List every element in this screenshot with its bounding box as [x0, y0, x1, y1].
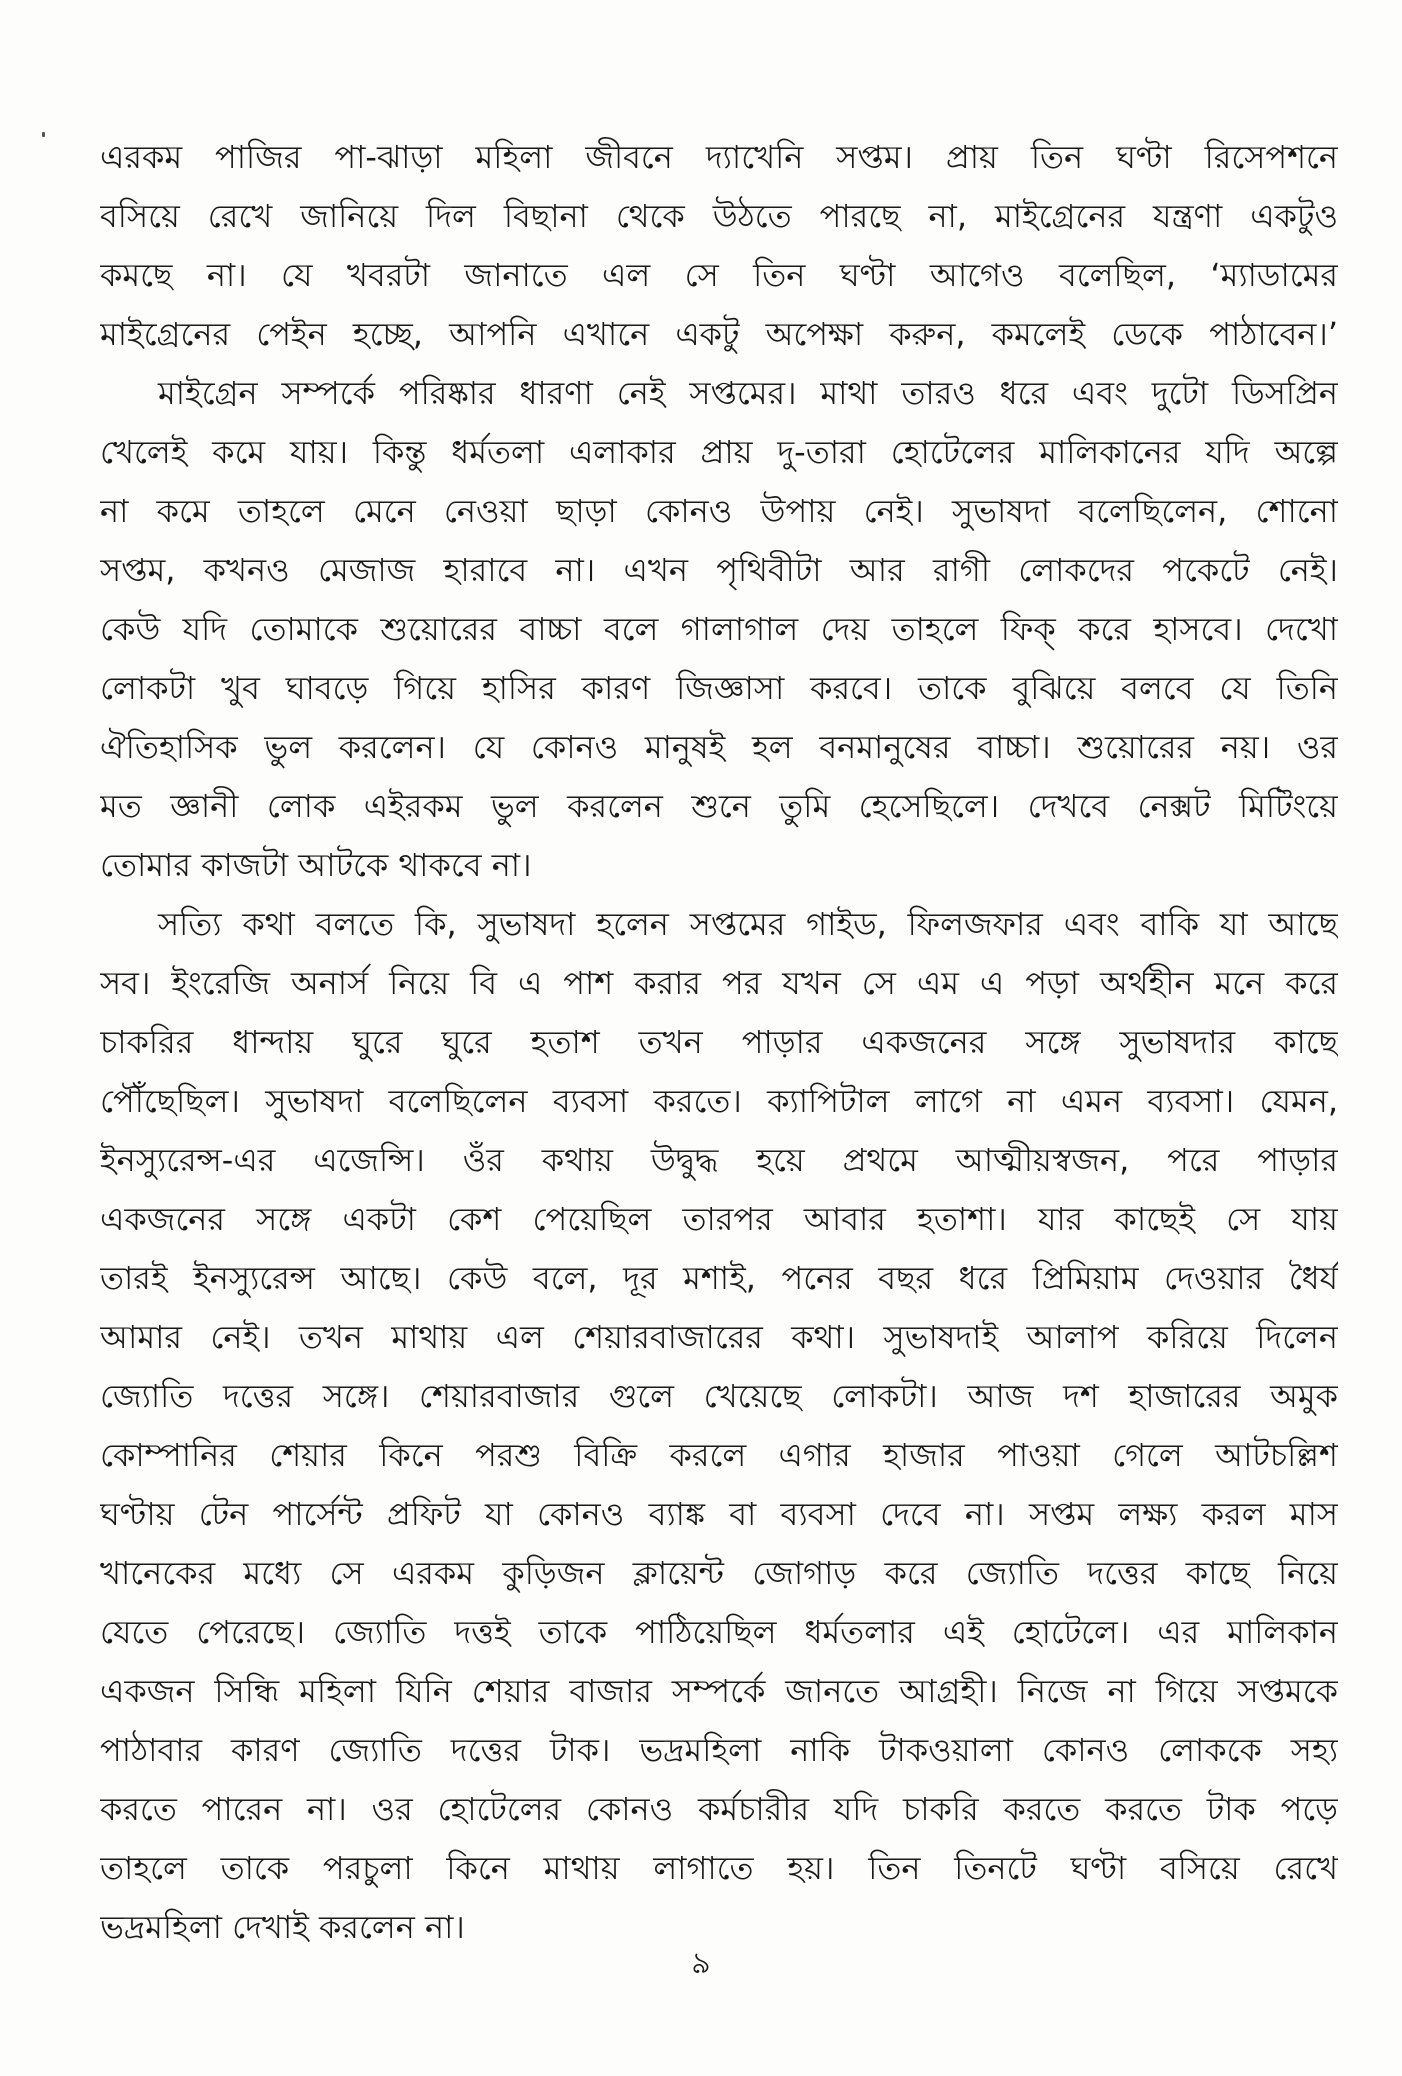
- text-line: এরকম পাজির পা-ঝাড়া মহিলা জীবনে দ্যাখেনি সপ্তম। প্রায় তিন ঘণ্টা রিসেপশনে: [100, 138, 1338, 176]
- page-number: ৯: [691, 1946, 711, 1981]
- text-line: ঘণ্টায় টেন পার্সেন্ট প্রফিট যা কোনও ব্যাঙ্ক বা ব্যবসা দেবে না। সপ্তম লক্ষ্য করল মাস: [100, 1495, 1338, 1533]
- text-line: কোম্পানির শেয়ার কিনে পরশু বিক্রি করলে এগার হাজার পাওয়া গেলে আটচল্লিশ: [100, 1436, 1338, 1474]
- paragraph-3: [100, 895, 1338, 1957]
- text-line: মত জ্ঞানী লোক এইরকম ভুল করলেন শুনে তুমি হেসেছিলে। দেখবে নেক্সট মিটিংয়ে: [100, 787, 1338, 825]
- text-line: কমছে না। যে খবরটা জানাতে এল সে তিন ঘণ্টা আগেও বলেছিল, ‘ম্যাডামের: [100, 256, 1338, 294]
- text-line: ঐতিহাসিক ভুল করলেন। যে কোনও মানুষই হল বনমানুষের বাচ্চা। শুয়োরের নয়। ওর: [100, 728, 1338, 766]
- text-line: খানেকের মধ্যে সে এরকম কুড়িজন ক্লায়েন্ট জোগাড় করে জ্যোতি দত্তের কাছে নিয়ে: [100, 1554, 1338, 1592]
- text-line: যেতে পেরেছে। জ্যোতি দত্তই তাকে পাঠিয়েছিল ধর্মতলার এই হোটেলে। এর মালিকান: [100, 1613, 1338, 1651]
- paragraph-2: [100, 364, 1338, 895]
- text-line: খেলেই কমে যায়। কিন্তু ধর্মতলা এলাকার প্রায় দু-তারা হোটেলের মালিকানের যদি অল্পে: [100, 433, 1338, 471]
- text-line: সপ্তম, কখনও মেজাজ হারাবে না। এখন পৃথিবীটা আর রাগী লোকদের পকেটে নেই।: [100, 551, 1338, 589]
- paper-speck: [42, 132, 45, 137]
- text-line: ভদ্রমহিলা দেখাই করলেন না।: [100, 1908, 465, 1946]
- text-line: মাইগ্রেন সম্পর্কে পরিষ্কার ধারণা নেই সপ্তমের। মাথা তারও ধরে এবং দুটো ডিসপ্রিন: [158, 374, 1338, 412]
- paragraph-1: [100, 128, 1338, 364]
- text-line: ইনস্যুরেন্স-এর এজেন্সি। ওঁর কথায় উদ্বুদ্ধ হয়ে প্রথমে আত্মীয়স্বজন, পরে পাড়ার: [100, 1141, 1338, 1179]
- text-line: আমার নেই। তখন মাথায় এল শেয়ারবাজারের কথা। সুভাষদাই আলাপ করিয়ে দিলেন: [100, 1318, 1338, 1356]
- text-line: সব। ইংরেজি অনার্স নিয়ে বি এ পাশ করার পর যখন সে এম এ পড়া অর্থহীন মনে করে: [100, 964, 1338, 1002]
- text-line: মাইগ্রেনের পেইন হচ্ছে, আপনি এখানে একটু অপেক্ষা করুন, কমলেই ডেকে পাঠাবেন।’: [100, 315, 1338, 353]
- text-line: বসিয়ে রেখে জানিয়ে দিল বিছানা থেকে উঠতে পারছে না, মাইগ্রেনের যন্ত্রণা একটুও: [100, 197, 1338, 235]
- text-line: লোকটা খুব ঘাবড়ে গিয়ে হাসির কারণ জিজ্ঞাসা করবে। তাকে বুঝিয়ে বলবে যে তিনি: [100, 669, 1338, 707]
- text-line: কেউ যদি তোমাকে শুয়োরের বাচ্চা বলে গালাগাল দেয় তাহলে ফিক্ করে হাসবে। দেখো: [100, 610, 1338, 648]
- text-line: চাকরির ধান্দায় ঘুরে ঘুরে হতাশ তখন পাড়ার একজনের সঙ্গে সুভাষদার কাছে: [100, 1023, 1338, 1061]
- body-text: [100, 128, 1338, 1957]
- text-line: তারই ইনস্যুরেন্স আছে। কেউ বলে, দূর মশাই, পনের বছর ধরে প্রিমিয়াম দেওয়ার ধৈর্য: [100, 1259, 1338, 1297]
- text-line: একজন সিন্ধি মহিলা যিনি শেয়ার বাজার সম্পর্কে জানতে আগ্রহী। নিজে না গিয়ে সপ্তমকে: [100, 1672, 1338, 1710]
- text-line: করতে পারেন না। ওর হোটেলের কোনও কর্মচারীর যদি চাকরি করতে করতে টাক পড়ে: [100, 1790, 1338, 1828]
- text-line: জ্যোতি দত্তের সঙ্গে। শেয়ারবাজার গুলে খেয়েছে লোকটা। আজ দশ হাজারের অমুক: [100, 1377, 1338, 1415]
- text-line: না কমে তাহলে মেনে নেওয়া ছাড়া কোনও উপায় নেই। সুভাষদা বলেছিলেন, শোনো: [100, 492, 1338, 530]
- text-line: তাহলে তাকে পরচুলা কিনে মাথায় লাগাতে হয়। তিন তিনটে ঘণ্টা বসিয়ে রেখে: [100, 1849, 1338, 1887]
- text-line: একজনের সঙ্গে একটা কেশ পেয়েছিল তারপর আবার হতাশা। যার কাছেই সে যায়: [100, 1200, 1338, 1238]
- text-line: সত্যি কথা বলতে কি, সুভাষদা হলেন সপ্তমের গাইড, ফিলজফার এবং বাকি যা আছে: [158, 905, 1338, 943]
- text-line: পৌঁছেছিল। সুভাষদা বলেছিলেন ব্যবসা করতে। ক্যাপিটাল লাগে না এমন ব্যবসা। যেমন,: [100, 1082, 1338, 1120]
- text-line: তোমার কাজটা আটকে থাকবে না।: [100, 846, 532, 884]
- text-line: পাঠাবার কারণ জ্যোতি দত্তের টাক। ভদ্রমহিলা নাকি টাকওয়ালা কোনও লোককে সহ্য: [100, 1731, 1338, 1769]
